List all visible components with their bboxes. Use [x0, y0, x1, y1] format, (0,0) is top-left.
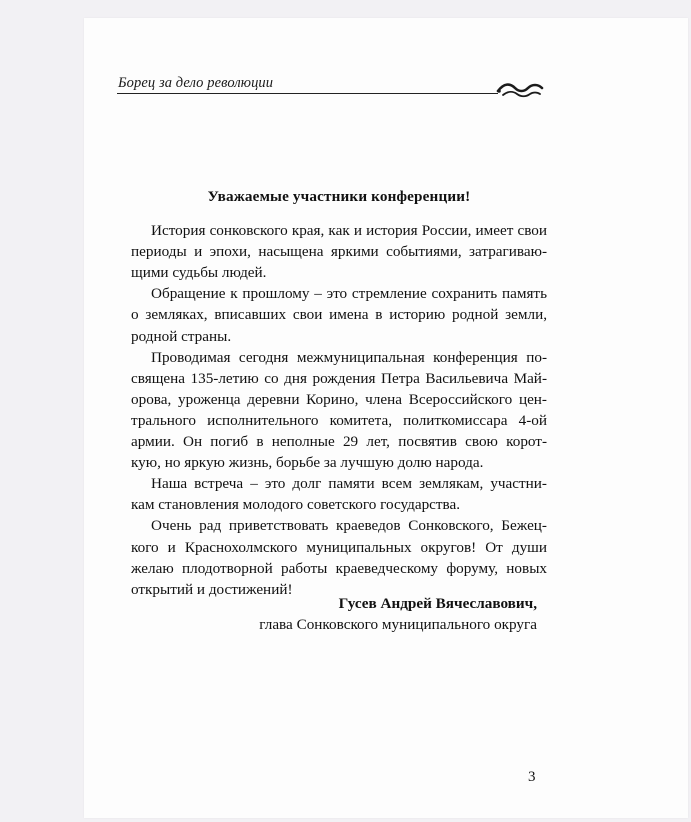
text-line: Обращение к прошлому – это стремление сохранить память: [151, 285, 547, 303]
page-number: 3: [528, 769, 536, 785]
text-line: Наша встреча – это долг памяти всем землякам, участни-: [151, 475, 547, 493]
running-head-rule: [117, 93, 498, 94]
text-line: орова, уроженца деревни Корино, члена Всероссийского цен-: [131, 390, 547, 408]
running-head: Борец за дело революции: [118, 75, 274, 91]
paragraph-2: [131, 283, 547, 346]
paragraph-1: [131, 220, 547, 283]
text-line: История сонковского края, как и история России, имеет свои: [151, 222, 547, 240]
text-line: армии. Он погиб в неполные 29 лет, посвятив свою корот-: [131, 433, 547, 451]
signatory-title: глава Сонковского муниципального округа: [259, 616, 537, 634]
text-line: кого и Краснохолмского муниципальных округов! От души: [131, 538, 547, 556]
text-line: открытий и достижений!: [131, 580, 293, 598]
letter-heading: Уважаемые участники конференции!: [207, 188, 471, 205]
text-line: трального исполнительного комитета, политкомиссара 4-ой: [131, 411, 547, 429]
text-line: периоды и эпохи, насыщена яркими событиями, затрагиваю-: [131, 243, 547, 261]
text-line: Проводимая сегодня межмуниципальная конференция по-: [151, 348, 547, 366]
signatory-name: Гусев Андрей Вячеславович,: [338, 595, 537, 612]
wave-flourish-icon: [495, 76, 545, 100]
text-line: священа 135-летию со дня рождения Петра Васильевича Май-: [131, 369, 547, 387]
text-line: щими судьбы людей.: [131, 264, 267, 282]
paragraph-5: [131, 515, 547, 599]
text-line: родной страны.: [131, 327, 232, 345]
paragraph-4: [131, 473, 547, 515]
text-line: о земляках, вписавших свои имена в историю родной земли,: [131, 306, 547, 324]
paragraph-3: [131, 347, 547, 474]
signature-block: [259, 593, 537, 635]
letter-body: [131, 170, 547, 600]
text-line: кам становления молодого советского государства.: [131, 496, 461, 514]
text-line: желаю плодотворной работы краеведческому форуму, новых: [131, 559, 547, 577]
text-line: Очень рад приветствовать краеведов Сонковского, Бежец-: [151, 517, 547, 535]
text-line: кую, но яркую жизнь, борьбе за лучшую долю народа.: [131, 454, 484, 472]
